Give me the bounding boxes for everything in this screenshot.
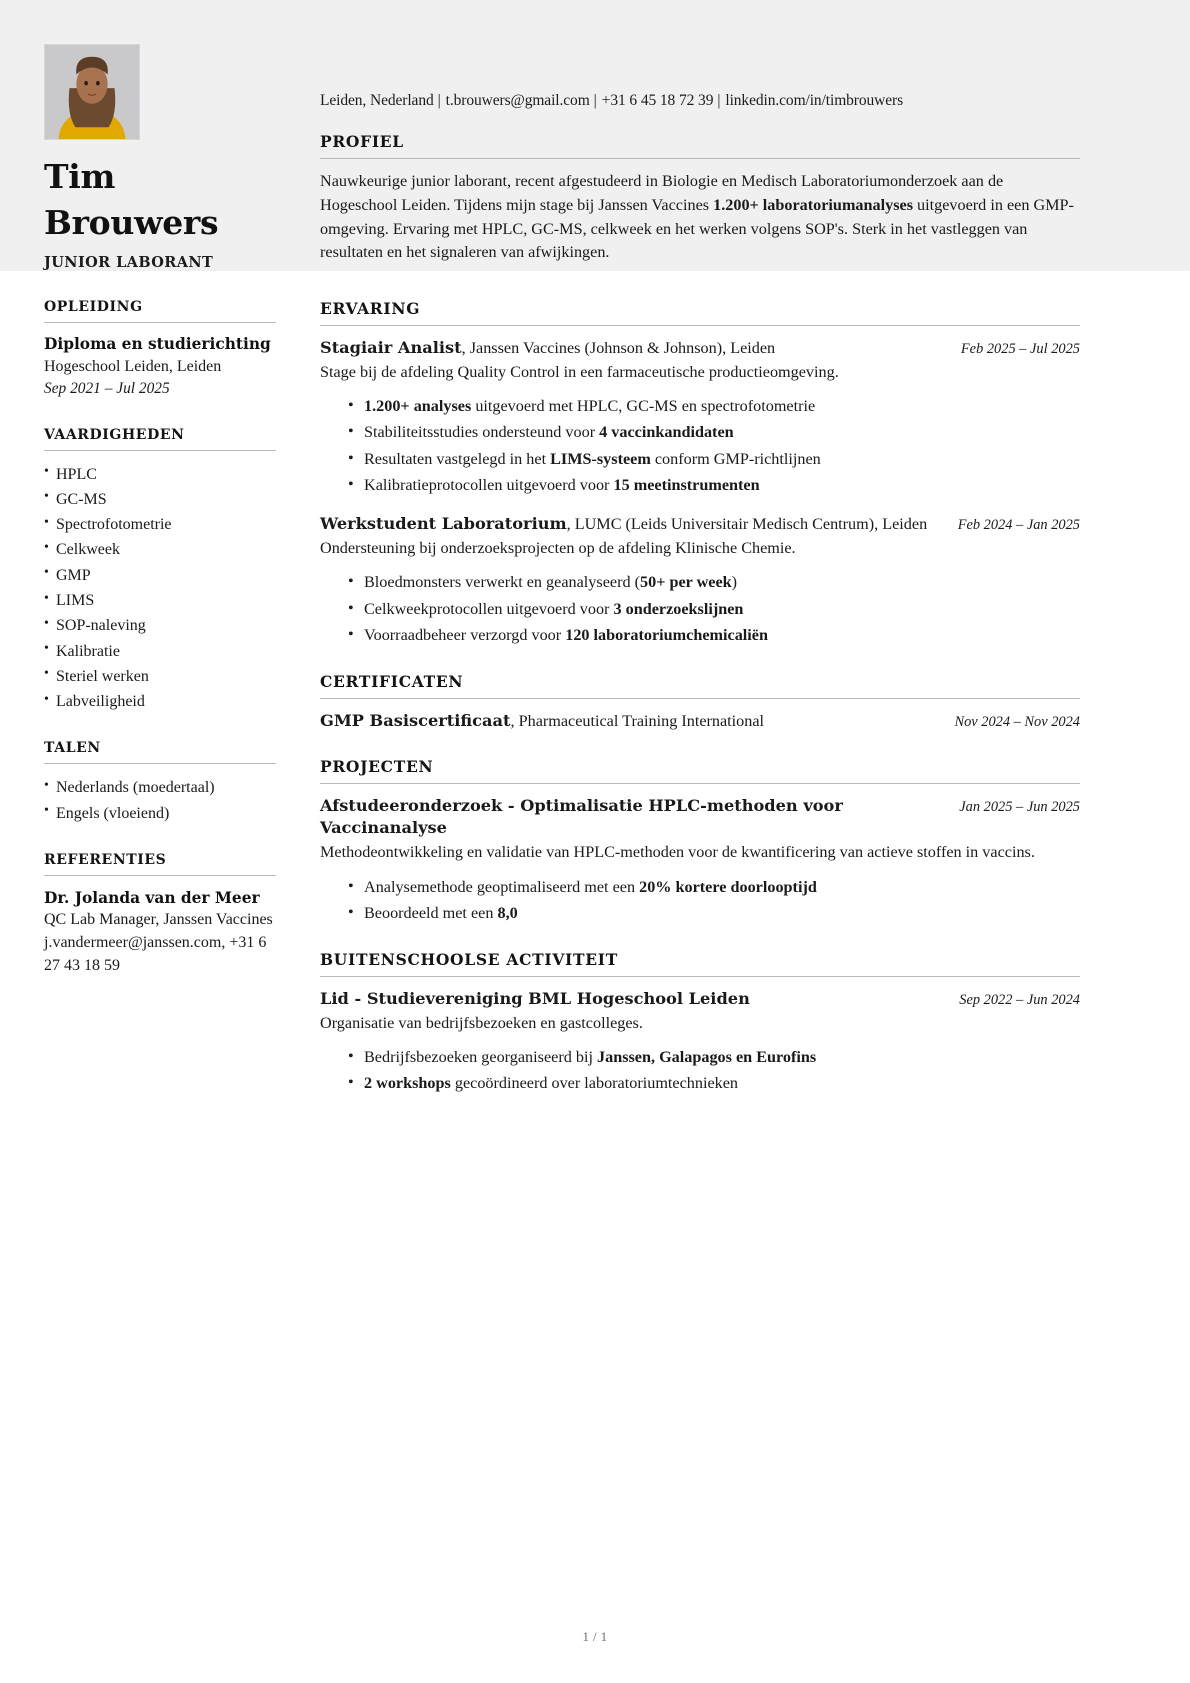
education-dates: Sep 2021 – Jul 2025 <box>44 380 170 398</box>
contact-linkedin[interactable]: linkedin.com/in/timbrouwers <box>725 92 904 109</box>
experience-entries <box>320 337 1080 648</box>
main-column <box>320 271 1190 1121</box>
entry-title <box>320 988 945 1011</box>
bullet-item <box>348 1044 1080 1070</box>
entry-header <box>320 795 1080 840</box>
reference-role: QC Lab Manager, Janssen Vaccines <box>44 911 273 929</box>
bullet-fragment-text-0: Resultaten vastgelegd in het <box>364 449 551 468</box>
list-item: • Kalibratie <box>44 639 276 664</box>
education-degree: Diploma en studierichting <box>44 335 271 354</box>
education-school: Hogeschool Leiden, Leiden <box>44 357 222 375</box>
entry-date: Feb 2024 – Jan 2025 <box>957 517 1080 534</box>
section-talen <box>44 740 276 826</box>
bullet-item <box>348 419 1080 445</box>
contact-location: Leiden, Nederland <box>320 92 434 109</box>
list-item: • Labveiligheid <box>44 689 276 714</box>
bullet-fragment-emphasis-1: 50+ per week <box>640 573 732 592</box>
entry-role: GMP Basiscertificaat <box>320 711 511 731</box>
bullet-fragment-emphasis-1: 8,0 <box>497 903 518 922</box>
list-item: • SOP-naleving <box>44 613 276 638</box>
entry-title <box>320 337 947 360</box>
entry-organisation: , Janssen Vaccines (Johnson & Johnson), Leiden <box>461 339 776 358</box>
entry-role: Afstudeeronderzoek - Optimalisatie HPLC-methoden voor Vaccinanalyse <box>320 795 843 838</box>
entry-bullets <box>320 393 1080 498</box>
entry-description: Ondersteuning bij onderzoeksprojecten op de afdeling Klinische Chemie. <box>320 538 796 557</box>
bullet-fragment-text-0: Beoordeeld met een <box>364 903 498 922</box>
entry-date: Sep 2022 – Jun 2024 <box>959 991 1080 1008</box>
header-identity <box>0 0 320 271</box>
entry-header <box>320 988 1080 1011</box>
bullet-fragment-emphasis-1: 3 onderzoekslijnen <box>613 599 744 618</box>
bullet-item <box>348 900 1080 926</box>
contact-separator: | <box>593 92 597 109</box>
section-heading-profiel: PROFIEL <box>320 132 1080 159</box>
bullet-item <box>348 596 1080 622</box>
reference-name: Dr. Jolanda van der Meer <box>44 888 260 907</box>
section-ervaring <box>320 299 1080 648</box>
bullet-fragment-text-0: Voorraadbeheer verzorgd voor <box>364 625 566 644</box>
header-contact-and-profile <box>320 0 1190 271</box>
bullet-fragment-text-0: Analysemethode geoptimaliseerd met een <box>364 877 640 896</box>
section-heading-certificaten: CERTIFICATEN <box>320 672 1080 699</box>
languages-list <box>44 775 276 826</box>
contact-separator: | <box>717 92 721 109</box>
section-heading-ervaring: ERVARING <box>320 299 1080 326</box>
profile-fragment-emphasis-1: 1.200+ laboratoriumanalyses <box>713 195 913 214</box>
bullet-fragment-text-0: Bedrijfsbezoeken georganiseerd bij <box>364 1048 597 1067</box>
contact-separator: | <box>437 92 441 109</box>
avatar <box>44 44 140 140</box>
page-title <box>44 154 320 245</box>
list-item: • GC-MS <box>44 487 276 512</box>
section-heading-referenties: REFERENTIES <box>44 852 276 876</box>
contact-phone[interactable]: +31 6 45 18 72 39 <box>601 92 714 109</box>
entry-header <box>320 710 1080 733</box>
header-band <box>0 0 1190 271</box>
list-item: • HPLC <box>44 462 276 487</box>
section-buitenschoolse-activiteit <box>320 950 1080 1097</box>
bullet-item <box>348 393 1080 419</box>
page-indicator: 1 / 1 <box>582 1629 608 1644</box>
bullet-item <box>348 446 1080 472</box>
bullet-item <box>348 1070 1080 1096</box>
entry-date: Jan 2025 – Jun 2025 <box>959 798 1080 815</box>
entry-title <box>320 795 945 840</box>
sidebar <box>0 271 320 1121</box>
entry-organisation: , Pharmaceutical Training International <box>510 712 765 731</box>
entry-bullets <box>320 569 1080 648</box>
section-heading-opleiding: OPLEIDING <box>44 299 276 323</box>
bullet-item <box>348 569 1080 595</box>
entry-role: Stagiair Analist <box>320 338 462 358</box>
entry-description: Stage bij de afdeling Quality Control in een farmaceutische productieomgeving. <box>320 362 839 381</box>
section-heading-buitenschoolse-activiteit: BUITENSCHOOLSE ACTIVITEIT <box>320 950 1080 977</box>
entry-role: Lid - Studievereniging BML Hogeschool Leiden <box>320 988 750 1008</box>
extracurricular-entries <box>320 988 1080 1097</box>
entry-date: Feb 2025 – Jul 2025 <box>960 341 1080 358</box>
profile-fragment-text-0: Nauwkeurige junior laborant, recent afgestudeerd in Biologie en Medisch Laboratoriumonderzoek aan de Hogeschool Leiden. Tijdens mijn stage bij Janssen Vaccines <box>320 172 1004 214</box>
bullet-fragment-emphasis-1: 120 laboratoriumchemicaliën <box>565 625 768 644</box>
bullet-fragment-text-1: gecoördineerd over laboratoriumtechnieken <box>450 1074 739 1093</box>
list-item: • LIMS <box>44 588 276 613</box>
bullet-fragment-text-0: Stabiliteitsstudies ondersteund voor <box>364 423 600 442</box>
section-projecten <box>320 757 1080 926</box>
bullet-fragment-text-2: conform GMP-richtlijnen <box>650 449 821 468</box>
entry <box>320 513 1080 648</box>
first-name: Tim <box>44 157 116 196</box>
entry <box>320 988 1080 1097</box>
bullet-item <box>348 472 1080 498</box>
entry-header <box>320 337 1080 360</box>
entry <box>320 795 1080 926</box>
section-referenties <box>44 852 276 977</box>
section-heading-vaardigheden: VAARDIGHEDEN <box>44 427 276 451</box>
list-item: • Steriel werken <box>44 664 276 689</box>
bullet-item <box>348 874 1080 900</box>
section-heading-talen: TALEN <box>44 740 276 764</box>
section-vaardigheden <box>44 427 276 715</box>
entry-role: Werkstudent Laboratorium <box>320 514 567 534</box>
bullet-fragment-emphasis-0: 1.200+ analyses <box>364 397 472 416</box>
list-item: • GMP <box>44 563 276 588</box>
entry-header <box>320 513 1080 536</box>
reference-contact: j.vandermeer@janssen.com, +31 6 27 43 18 59 <box>44 933 267 974</box>
profile-text <box>320 170 1080 265</box>
bullet-fragment-emphasis-1: LIMS-systeem <box>550 449 651 468</box>
entry <box>320 337 1080 498</box>
entry-title <box>320 513 944 536</box>
profile-fragment-text-2: uitgevoerd in een GMP-omgeving. Ervaring met HPLC, GC-MS, celkweek en het werken volgens SOP's. Sterk in het vastleggen van resultaten en het signaleren van afwijkingen. <box>320 195 1074 262</box>
bullet-fragment-emphasis-1: 20% kortere doorlooptijd <box>639 877 817 896</box>
bullet-fragment-text-2: ) <box>731 573 738 592</box>
certificate-entries <box>320 710 1080 733</box>
bullet-fragment-text-0: Celkweekprotocollen uitgevoerd voor <box>364 599 614 618</box>
entry-bullets <box>320 1044 1080 1096</box>
bullet-fragment-emphasis-0: 2 workshops <box>364 1074 451 1093</box>
list-item: • Nederlands (moedertaal) <box>44 775 276 800</box>
section-certificaten <box>320 672 1080 733</box>
list-item: • Spectrofotometrie <box>44 512 276 537</box>
bullet-fragment-emphasis-1: 15 meetinstrumenten <box>613 475 760 494</box>
bullet-fragment-emphasis-1: 4 vaccinkandidaten <box>599 423 734 442</box>
bullet-fragment-text-0: Kalibratieprotocollen uitgevoerd voor <box>364 475 614 494</box>
body-columns <box>0 271 1190 1121</box>
contact-bar <box>320 92 1080 110</box>
entry-organisation: , LUMC (Leids Universitair Medisch Centrum), Leiden <box>566 515 928 534</box>
bullet-fragment-text-1: uitgevoerd met HPLC, GC-MS en spectrofotometrie <box>471 397 816 416</box>
list-item: • Engels (vloeiend) <box>44 801 276 826</box>
job-title: JUNIOR LABORANT <box>44 254 214 272</box>
entry-title <box>320 710 940 733</box>
section-profile <box>320 132 1080 265</box>
contact-email[interactable]: t.brouwers@gmail.com <box>445 92 590 109</box>
bullet-item <box>348 622 1080 648</box>
entry-date: Nov 2024 – Nov 2024 <box>954 714 1080 731</box>
entry-bullets <box>320 874 1080 926</box>
entry-description: Methodeontwikkeling en validatie van HPLC-methoden voor de kwantificering van actieve stoffen in vaccins. <box>320 843 1035 862</box>
section-opleiding <box>44 299 276 401</box>
bullet-fragment-text-0: Bloedmonsters verwerkt en geanalyseerd ( <box>364 573 640 592</box>
skills-list <box>44 462 276 715</box>
entry-description: Organisatie van bedrijfsbezoeken en gastcolleges. <box>320 1013 643 1032</box>
entry <box>320 710 1080 733</box>
list-item: • Celkweek <box>44 537 276 562</box>
last-name: Brouwers <box>44 202 219 242</box>
bullet-fragment-emphasis-1: Janssen, Galapagos en Eurofins <box>597 1048 817 1067</box>
section-heading-projecten: PROJECTEN <box>320 757 1080 784</box>
project-entries <box>320 795 1080 926</box>
